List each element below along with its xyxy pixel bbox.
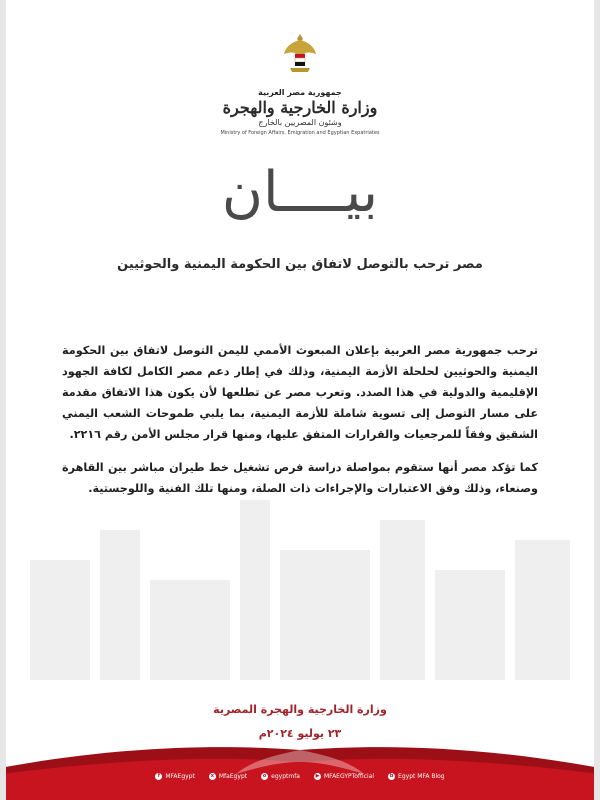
social-link-x[interactable]: [209, 773, 247, 780]
social-label: MFAEgypt: [165, 772, 195, 780]
social-label: Egypt MFA Blog: [398, 772, 445, 780]
statement-body: [62, 340, 538, 511]
letterhead: [0, 18, 600, 138]
statement-title: بيــــان: [221, 160, 379, 225]
statement-date: ٢٣ يوليو ٢٠٢٤م: [258, 727, 342, 740]
instagram-icon: o: [262, 772, 267, 779]
social-link-youtube[interactable]: [314, 773, 374, 780]
social-label: egyptmfa: [271, 772, 300, 780]
social-label: MfaEgypt: [218, 772, 248, 780]
body-paragraph: كما تؤكد مصر أنها ستقوم بمواصلة دراسة فرص تشغيل خط طيران مباشر بين القاهرة وصنعاء، وذلك وفق الاعتبارات والإجراءات ذات الصلة، ومنها تلك الفنية واللوجستية.: [62, 461, 538, 495]
social-link-instagram[interactable]: [261, 773, 300, 780]
x-icon: x: [210, 772, 214, 779]
ministry-subtitle: وشئون المصريين بالخارج: [258, 118, 342, 127]
eagle-emblem-icon: [282, 30, 318, 78]
social-links-bar: [0, 768, 600, 784]
ministry-english-name: Ministry of Foreign Affairs, Emigration and Egyptian Expatriates: [220, 130, 380, 136]
facebook-icon: f: [155, 773, 162, 780]
statement-subject: مصر ترحب بالتوصل لاتفاق بين الحكومة اليمنية والحوثيين: [117, 257, 483, 272]
issuer-signature: وزارة الخارجية والهجرة المصرية: [213, 703, 387, 716]
republic-label: جمهورية مصر العربية: [258, 88, 342, 97]
blog-icon: b: [389, 772, 394, 779]
social-label: MFAEGYPTofficial: [324, 772, 375, 780]
social-link-blog[interactable]: [388, 773, 445, 780]
ministry-name: وزارة الخارجية والهجرة: [222, 98, 378, 117]
body-paragraph: ترحب جمهورية مصر العربية بإعلان المبعوث الأممي لليمن التوصل لاتفاق بين الحكومة اليمنية والحوثيين لحلحلة الأزمة اليمنية، وذلك في إطار دعم مصر الكامل لكافة الجهود الإقليمية والدولية في هذا الصدد. وتعرب مصر عن تطلعها لأن يكون هذا الاتفاق مقدمة على مسار التوصل إلى تسوية شاملة للأزمة اليمنية، بما يلبي طموحات الشعب اليمني الشقيق وفقاً للمرجعيات والقرارات المتفق عليها، ومنها قرار مجلس الأمن رقم ٢٢١٦.: [62, 344, 538, 441]
social-link-facebook[interactable]: [155, 773, 195, 780]
youtube-icon: ▶: [315, 772, 320, 779]
